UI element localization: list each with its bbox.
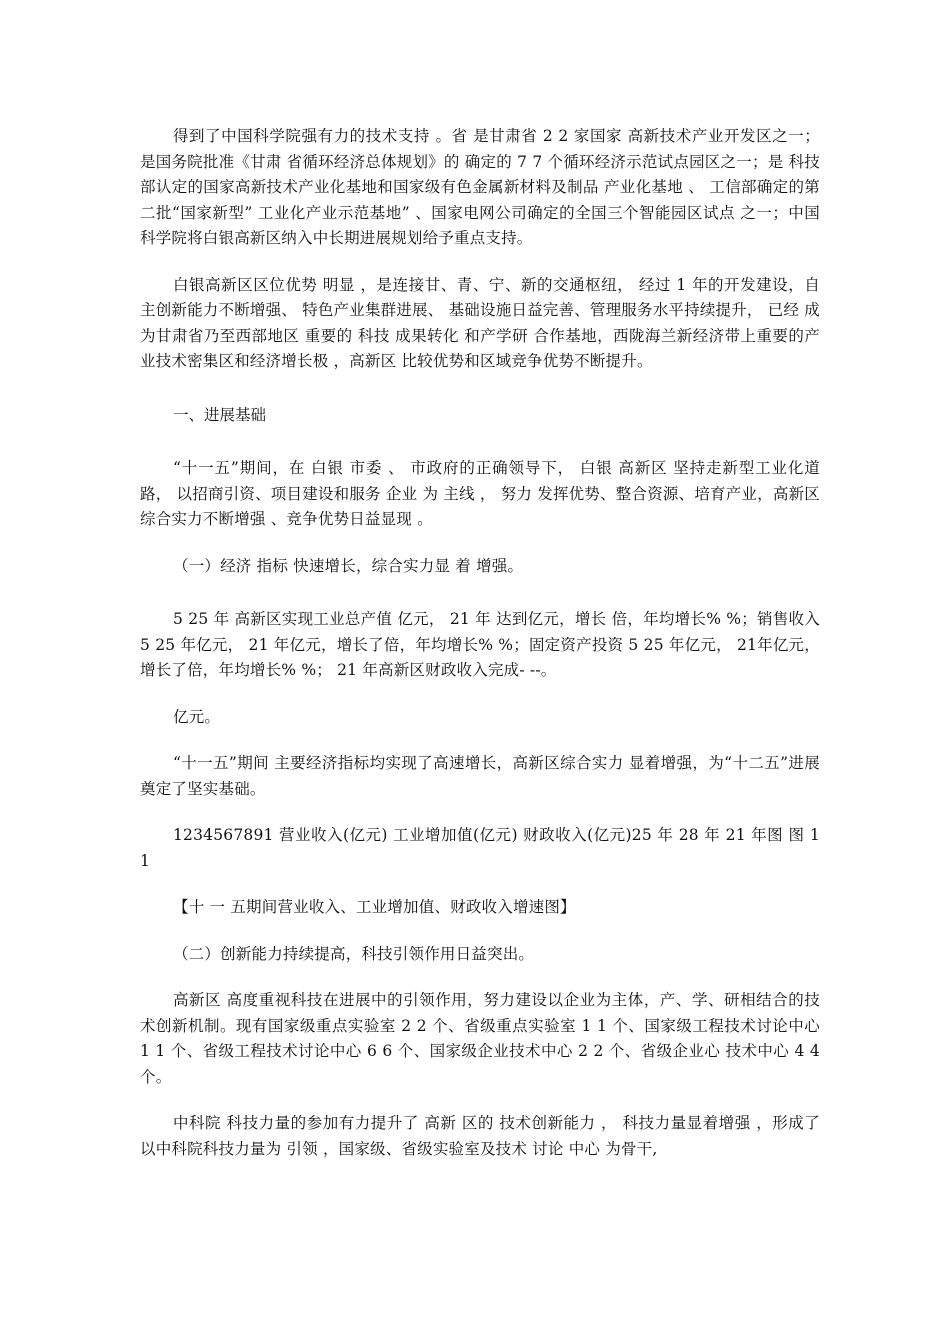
section-heading-development-basis: 一、进展基础 xyxy=(173,405,267,424)
paragraph-cas-support: 得到了中国科学院强有力的技术支持 。省 是甘肃省 2 2 家国家 高新技术产业开发区之一； 是国务院批准《甘肃 省循环经济总体规划》的 确定的 7 7 个循环经济示范试点园区之一；是 科技部认定的国家高新技术产业化基地和国家级有色金属新材料及制品 产业化基地 、 工信部确定的第二批“国家新型” 工业化产业示范基地” 、国家电网公司确定的全国三个智能园区试点 之一；中国科学院将白银高新区纳入中长期进展规划给予重点支持。 xyxy=(140,127,820,247)
paragraph-innovation-labs: 高新区 高度重视科技在进展中的引领作用，努力建设以企业为主体，产、学、研相结合的技术创新机制。现有国家级重点实验室 2 2 个、省级重点实验室 1 1 个、国家级工程技术讨论中心 1 1 个、省级工程技术讨论中心 6 6 个、国家级企业技术中心 2 2 个、省级企业心 技术中心 4 4 个。 xyxy=(140,991,820,1086)
document-page xyxy=(140,124,820,1162)
subheading-economic-indicators: （一）经济 指标 快速增长，综合实力显 着 增强。 xyxy=(173,556,524,575)
paragraph-growth-summary: “十一五”期间 主要经济指标均实现了高速增长，高新区综合实力 显着增强，为“十二五”进展奠定了坚实基础。 xyxy=(140,754,820,798)
paragraph-output-figures: 5 25 年 高新区实现工业总产值 亿元， 21 年 达到亿元，增长 倍，年均增长% %；销售收入 5 25 年亿元， 21 年亿元，增长了倍，年均增长% %；固定资产投资 5 25 年亿元， 21年亿元，增长了倍，年均增长% %； 21 年高新区财政收入完成- --。 xyxy=(140,610,820,679)
paragraph-location-advantage: 白银高新区区位优势 明显 ，是连接甘、青、宁、新的交通枢纽， 经过 1 年的开发建设，自主创新能力不断增强、 特色产业集群进展、 基础设施日益完善、管理服务水平持续提升， 已经 成为甘肃省乃至西部地区 重要的 科技 成果转化 和产学研 合作基地，西陇海兰新经济带上重要的产业技术密集区和经济增长极 ，高新区 比较优势和区域竞争优势不断提升。 xyxy=(140,275,820,370)
paragraph-yiyuan: 亿元。 xyxy=(173,707,221,726)
paragraph-eleventh-five-year: “十一五”期间，在 白银 市委 、 市政府的正确领导下， 白银 高新区 坚持走新型工业化道路， 以招商引资、项目建设和服务 企业 为 主线 ， 努力 发挥优势、整合资源、培育产业，高新区综合实力不断增强 、竞争优势日益显现 。 xyxy=(140,459,820,528)
figure-caption: 【十 一 五期间营业收入、工业增加值、财政收入增速图】 xyxy=(173,898,576,916)
paragraph-cas-tech-force: 中科院 科技力量的参加有力提升了 高新 区的 技术创新能力 ， 科技力量显着增强 ，形成了以中科院科技力量为 引领 ，国家级、省级实验室及技术 讨论 中心 为骨干, xyxy=(140,1114,820,1158)
subheading-innovation: （二）创新能力持续提高，科技引领作用日益突出。 xyxy=(173,944,535,963)
chart-residual-text: 1234567891 营业收入(亿元) 工业增加值(亿元) 财政收入(亿元)25 年 28 年 21 年图 图 1 1 xyxy=(140,826,820,870)
